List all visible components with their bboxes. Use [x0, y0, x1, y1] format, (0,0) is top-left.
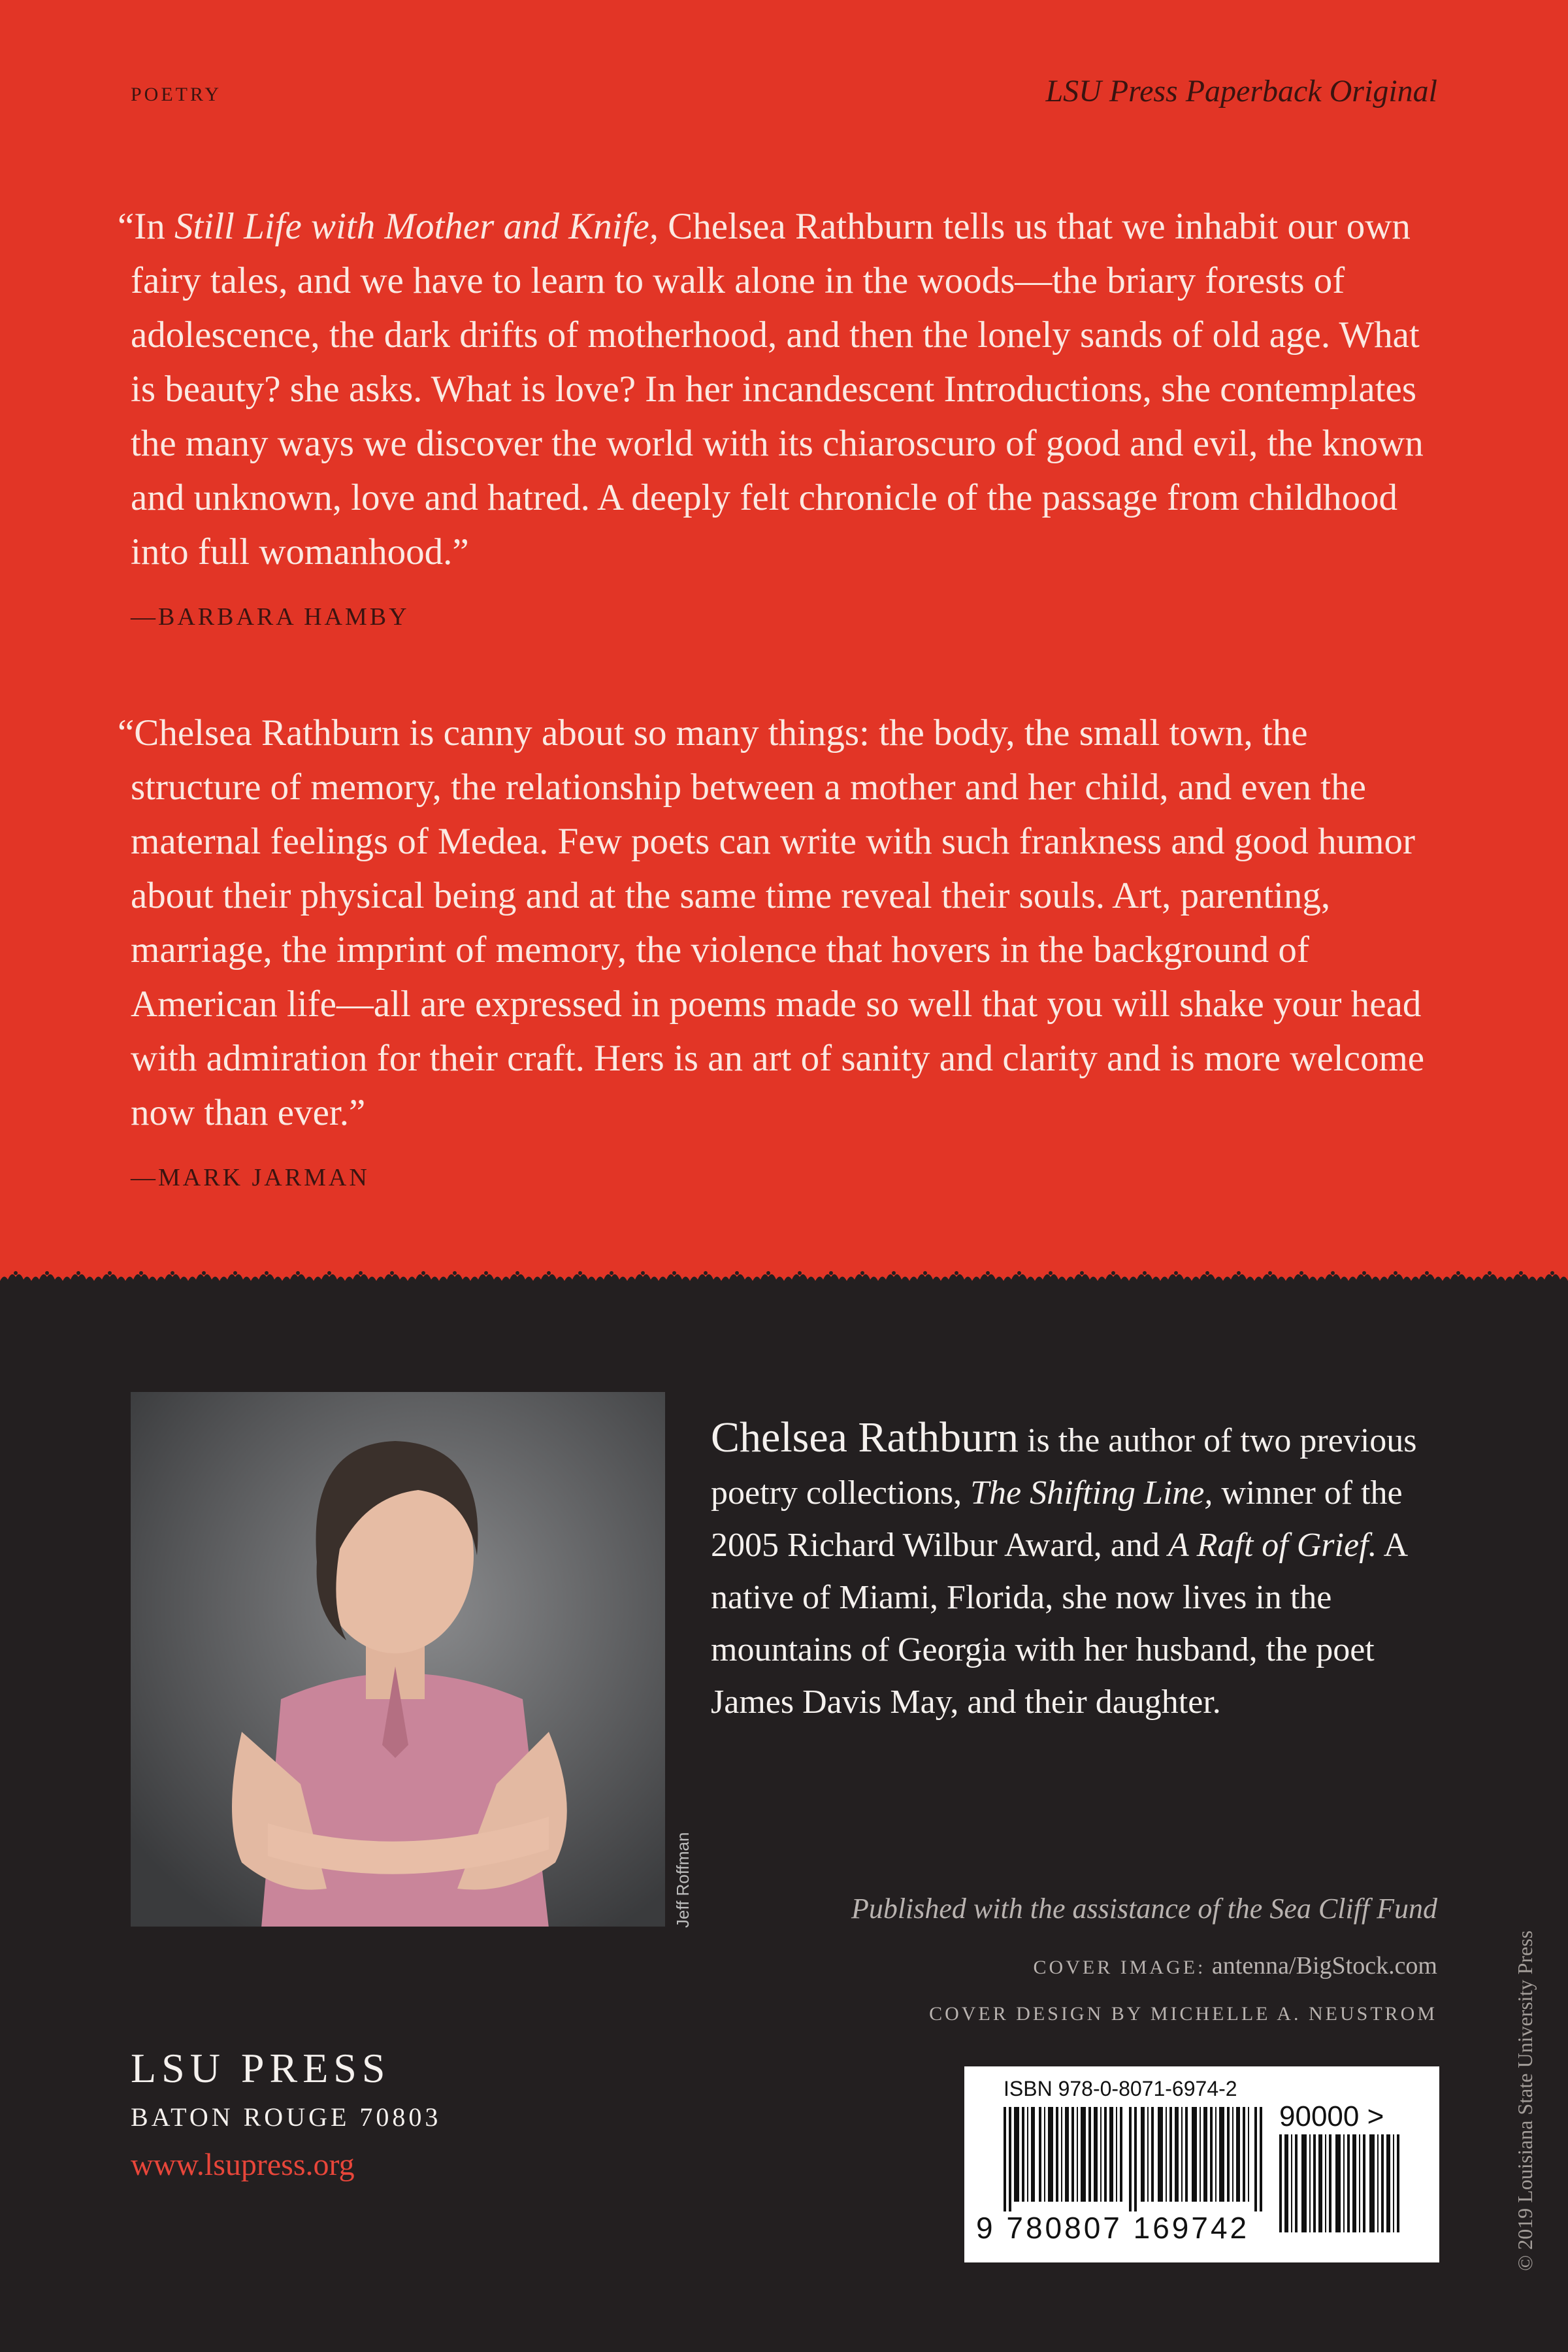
author-bio: [711, 1412, 1449, 1729]
credit-label: COVER DESIGN BY MICHELLE A. NEUSTROM: [929, 2003, 1437, 2025]
publisher-city: BATON ROUGE 70803: [131, 2102, 442, 2132]
price-barcode-bars: [1279, 2134, 1403, 2232]
attribution-jarman: —MARK JARMAN: [131, 1164, 370, 1191]
assistance-note: Published with the assistance of the Sea Cliff Fund: [851, 1893, 1437, 1925]
cover-design-credit: [929, 1998, 1437, 2027]
isbn-barcode: [964, 2066, 1439, 2262]
book-title: A Raft of Grief.: [1168, 1527, 1377, 1564]
blurb-jarman: [118, 706, 1437, 1140]
blurb-open: “In: [118, 206, 175, 247]
bio-text: is the author of two previous poetry collections,: [711, 1422, 1417, 1512]
edition-label: LSU Press Paperback Original: [1045, 74, 1437, 108]
price-code: 90000 >: [1279, 2100, 1384, 2132]
credit-label: COVER IMAGE:: [1033, 1957, 1206, 1978]
publisher-url[interactable]: www.lsupress.org: [131, 2147, 355, 2182]
bio-text: A native of Miami, Florida, she now lives in the mountains of Georgia with her husband, the poet James Davis May, and their daughter.: [711, 1527, 1407, 1721]
book-title: Still Life with Mother and Knife,: [174, 206, 659, 247]
barcode-bars: [1004, 2107, 1265, 2211]
decorative-border: [0, 1268, 1568, 1294]
blurb-text: Chelsea Rathburn tells us that we inhabit our own fairy tales, and we have to learn to walk alone in the woods—the briary forests of adolescence, the dark drifts of motherhood, and then the lonely sands of old age. What is beauty? she asks. What is love? In her incandescent Introductions, she contemplates the many ways we discover the world with its chiaroscuro of good and evil, the known and unknown, love and hatred. A deeply felt chronicle of the passage from childhood into full womanhood.”: [131, 206, 1424, 572]
isbn-number: ISBN 978-0-8071-6974-2: [1004, 2077, 1237, 2100]
copyright-notice: © 2019 Louisiana State University Press: [1513, 1930, 1537, 2271]
genre-label: POETRY: [131, 84, 222, 105]
book-title: The Shifting Line,: [970, 1474, 1213, 1512]
blurb-text: “Chelsea Rathburn is canny about so many things: the body, the small town, the structure of memory, the relationship between a mother and her child, and even the maternal feelings of Medea. Few poets can write with such frankness and good humor about their physical being and at the same time reveal their souls. Art, parenting, marriage, the imprint of memory, the violence that hovers in the background of American life—all are expressed in poems made so well that you will shake your head with admiration for their craft. Hers is an art of sanity and clarity and is more welcome now than ever.”: [118, 712, 1425, 1133]
author-name: Chelsea Rathburn: [711, 1414, 1019, 1461]
bio-text: winner of the 2005 Richard Wilbur Award, and: [711, 1474, 1403, 1564]
photo-credit: Jeff Roffman: [673, 1832, 693, 1928]
publisher-name: LSU PRESS: [131, 2045, 391, 2091]
attribution-hamby: —BARBARA HAMBY: [131, 603, 410, 631]
credit-value: antenna/BigStock.com: [1205, 1952, 1437, 1979]
blurb-hamby: [118, 199, 1437, 579]
author-photo: [131, 1392, 665, 1927]
isbn-digits: 9 780807 169742: [976, 2211, 1250, 2245]
cover-image-credit: [1034, 1951, 1437, 1980]
